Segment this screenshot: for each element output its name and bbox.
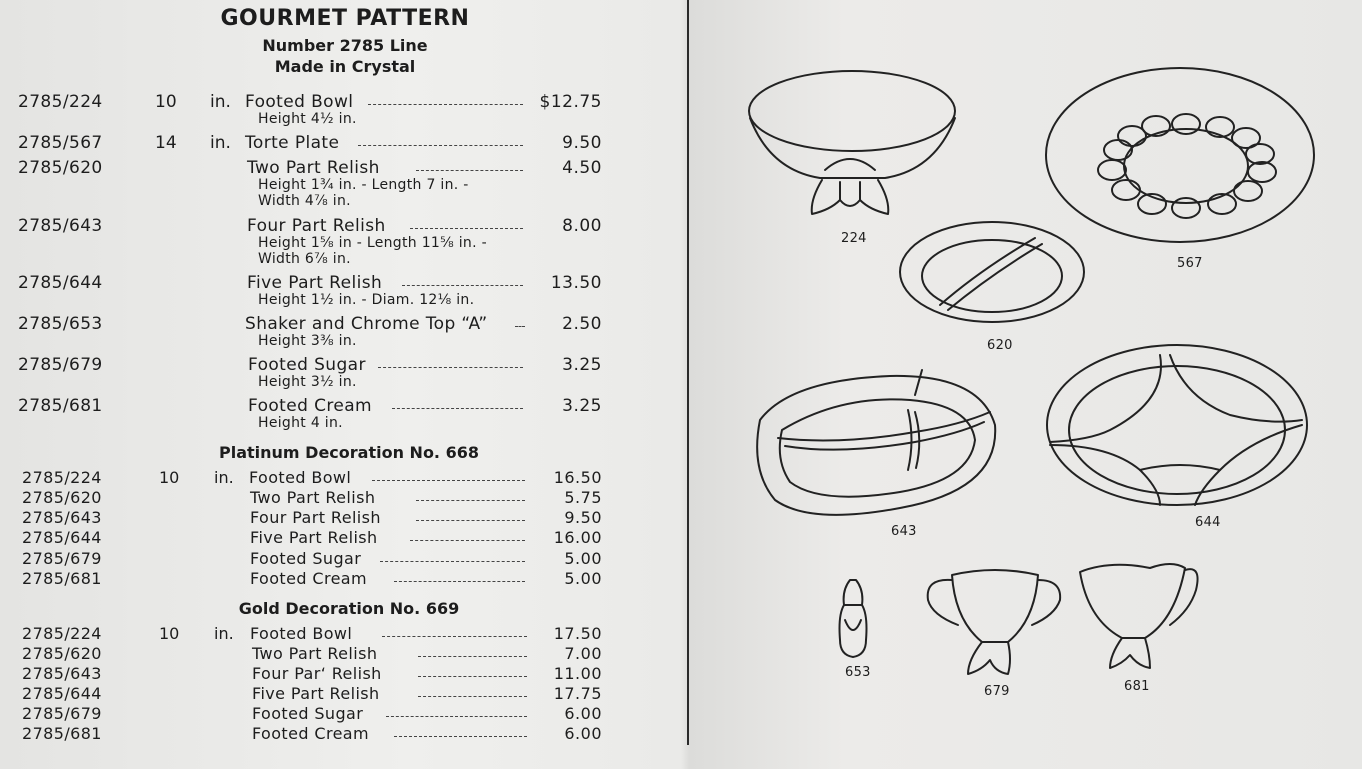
- dot-leader: [372, 480, 525, 481]
- illustration-label-567: 567: [1177, 256, 1203, 271]
- item-price: 13.50: [550, 273, 602, 293]
- item-price: 3.25: [562, 396, 602, 416]
- item-detail: Height 3⅜ in.: [258, 333, 357, 349]
- item-name: Footed Bowl: [250, 624, 353, 643]
- item-code: 2785/224: [22, 468, 102, 487]
- item-code: 2785/224: [22, 624, 102, 643]
- item-name: Footed Sugar: [250, 549, 362, 568]
- item-price: 9.50: [564, 508, 602, 527]
- item-name: Two Part Relish: [252, 644, 378, 663]
- item-code: 2785/681: [22, 569, 102, 588]
- dot-leader: [386, 716, 527, 717]
- item-code: 2785/620: [18, 158, 103, 178]
- item-code: 2785/679: [22, 549, 102, 568]
- dot-leader: [394, 736, 527, 737]
- torte-plate-illustration: [1046, 68, 1314, 242]
- item-code: 2785/653: [18, 314, 103, 334]
- item-price: 5.00: [564, 569, 602, 588]
- illustration-label-681: 681: [1124, 679, 1150, 694]
- illustration-label-653: 653: [845, 665, 871, 680]
- dot-leader: [392, 408, 523, 409]
- five-part-relish-illustration: [1047, 345, 1307, 505]
- item-name: Four Par‘ Relish: [252, 664, 382, 683]
- list-item: [0, 355, 686, 375]
- item-unit: in.: [214, 468, 234, 487]
- dot-leader: [515, 326, 525, 327]
- platinum-section-title: Platinum Decoration No. 668: [219, 443, 479, 462]
- dot-leader: [368, 104, 523, 105]
- item-price: 6.00: [564, 724, 602, 743]
- two-part-relish-illustration: [900, 222, 1084, 322]
- item-code: 2785/643: [22, 664, 102, 683]
- item-name: Two Part Relish: [247, 158, 380, 178]
- list-item: [0, 468, 686, 488]
- item-price: 8.00: [562, 216, 602, 236]
- item-price: 9.50: [562, 133, 602, 153]
- item-price: 17.75: [553, 684, 602, 703]
- shaker-illustration: [840, 580, 867, 657]
- item-price: 11.00: [553, 664, 602, 683]
- item-code: 2785/644: [18, 273, 103, 293]
- item-detail: Height 1⅝ in - Length 11⅝ in. -: [258, 235, 487, 251]
- item-price: 17.50: [553, 624, 602, 643]
- item-detail: Height 4½ in.: [258, 111, 357, 127]
- list-item: [0, 644, 686, 664]
- item-name: Four Part Relish: [250, 508, 381, 527]
- item-code: 2785/620: [22, 644, 102, 663]
- item-code: 2785/644: [22, 528, 102, 547]
- page-fold-divider: [687, 0, 689, 745]
- illustration-label-644: 644: [1195, 515, 1221, 530]
- line-number: Number 2785 Line: [262, 36, 428, 55]
- list-item: [0, 624, 686, 644]
- item-size: 10: [159, 468, 180, 487]
- list-item: [0, 314, 686, 334]
- dot-leader: [410, 540, 525, 541]
- sugar-bowl-illustration: [928, 570, 1060, 674]
- dot-leader: [394, 581, 525, 582]
- item-price: 16.50: [553, 468, 602, 487]
- dot-leader: [418, 696, 527, 697]
- item-price: 2.50: [562, 314, 602, 334]
- list-item: [0, 684, 686, 704]
- item-price: 5.00: [564, 549, 602, 568]
- item-code: 2785/643: [18, 216, 103, 236]
- item-name: Shaker and Chrome Top “A”: [245, 314, 488, 334]
- item-name: Four Part Relish: [247, 216, 386, 236]
- item-code: 2785/567: [18, 133, 103, 153]
- item-unit: in.: [210, 133, 231, 153]
- item-name: Footed Cream: [250, 569, 368, 588]
- item-name: Five Part Relish: [252, 684, 380, 703]
- list-item: [0, 158, 686, 178]
- item-price: 7.00: [564, 644, 602, 663]
- item-detail: Height 3½ in.: [258, 374, 357, 390]
- list-item: [0, 508, 686, 528]
- item-name: Two Part Relish: [250, 488, 376, 507]
- item-name: Footed Sugar: [252, 704, 364, 723]
- pattern-title: GOURMET PATTERN: [220, 6, 470, 31]
- illustration-label-620: 620: [987, 338, 1013, 353]
- item-price: $12.75: [539, 92, 602, 112]
- dot-leader: [418, 676, 527, 677]
- item-detail: Height 1¾ in. - Length 7 in. -: [258, 177, 469, 193]
- creamer-illustration: [1080, 564, 1198, 668]
- item-unit: in.: [214, 624, 234, 643]
- list-item: [0, 724, 686, 744]
- item-size: 14: [155, 133, 177, 153]
- footed-bowl-illustration: [749, 71, 955, 214]
- list-item: [0, 273, 686, 293]
- item-unit: in.: [210, 92, 231, 112]
- list-item: [0, 396, 686, 416]
- illustration-label-679: 679: [984, 684, 1010, 699]
- dot-leader: [418, 656, 527, 657]
- item-detail: Width 6⅞ in.: [258, 251, 351, 267]
- dot-leader: [358, 145, 523, 146]
- dot-leader: [402, 285, 523, 286]
- item-price: 16.00: [553, 528, 602, 547]
- item-size: 10: [155, 92, 177, 112]
- dot-leader: [416, 520, 525, 521]
- item-name: Five Part Relish: [250, 528, 378, 547]
- list-item: [0, 216, 686, 236]
- item-code: 2785/679: [22, 704, 102, 723]
- list-item: [0, 704, 686, 724]
- item-code: 2785/224: [18, 92, 103, 112]
- four-part-relish-illustration: [757, 370, 995, 515]
- list-item: [0, 488, 686, 508]
- item-detail: Height 1½ in. - Diam. 12⅛ in.: [258, 292, 475, 308]
- item-name: Torte Plate: [245, 133, 340, 153]
- item-detail: Width 4⅞ in.: [258, 193, 351, 209]
- list-item: [0, 569, 686, 589]
- dot-leader: [410, 228, 523, 229]
- list-item: [0, 664, 686, 684]
- item-name: Footed Bowl: [245, 92, 354, 112]
- item-price: 3.25: [562, 355, 602, 375]
- item-name: Five Part Relish: [247, 273, 383, 293]
- gold-section-title: Gold Decoration No. 669: [238, 599, 460, 618]
- item-detail: Height 4 in.: [258, 415, 343, 431]
- item-code: 2785/681: [18, 396, 103, 416]
- list-item: [0, 133, 686, 153]
- dot-leader: [382, 636, 527, 637]
- item-name: Footed Cream: [252, 724, 370, 743]
- dot-leader: [416, 170, 523, 171]
- list-item: [0, 528, 686, 548]
- dot-leader: [380, 561, 525, 562]
- item-code: 2785/679: [18, 355, 103, 375]
- item-price: 5.75: [564, 488, 602, 507]
- item-code: 2785/643: [22, 508, 102, 527]
- material: Made in Crystal: [274, 57, 416, 76]
- item-name: Footed Sugar: [248, 355, 366, 375]
- item-code: 2785/681: [22, 724, 102, 743]
- item-code: 2785/644: [22, 684, 102, 703]
- illustrations-panel: [690, 0, 1362, 769]
- dot-leader: [416, 500, 525, 501]
- illustration-label-224: 224: [841, 231, 867, 246]
- item-price: 6.00: [564, 704, 602, 723]
- dot-leader: [378, 367, 523, 368]
- illustration-label-643: 643: [891, 524, 917, 539]
- list-item: [0, 549, 686, 569]
- item-name: Footed Cream: [248, 396, 373, 416]
- item-size: 10: [159, 624, 180, 643]
- item-price: 4.50: [562, 158, 602, 178]
- item-name: Footed Bowl: [249, 468, 352, 487]
- list-item: [0, 92, 686, 112]
- item-code: 2785/620: [22, 488, 102, 507]
